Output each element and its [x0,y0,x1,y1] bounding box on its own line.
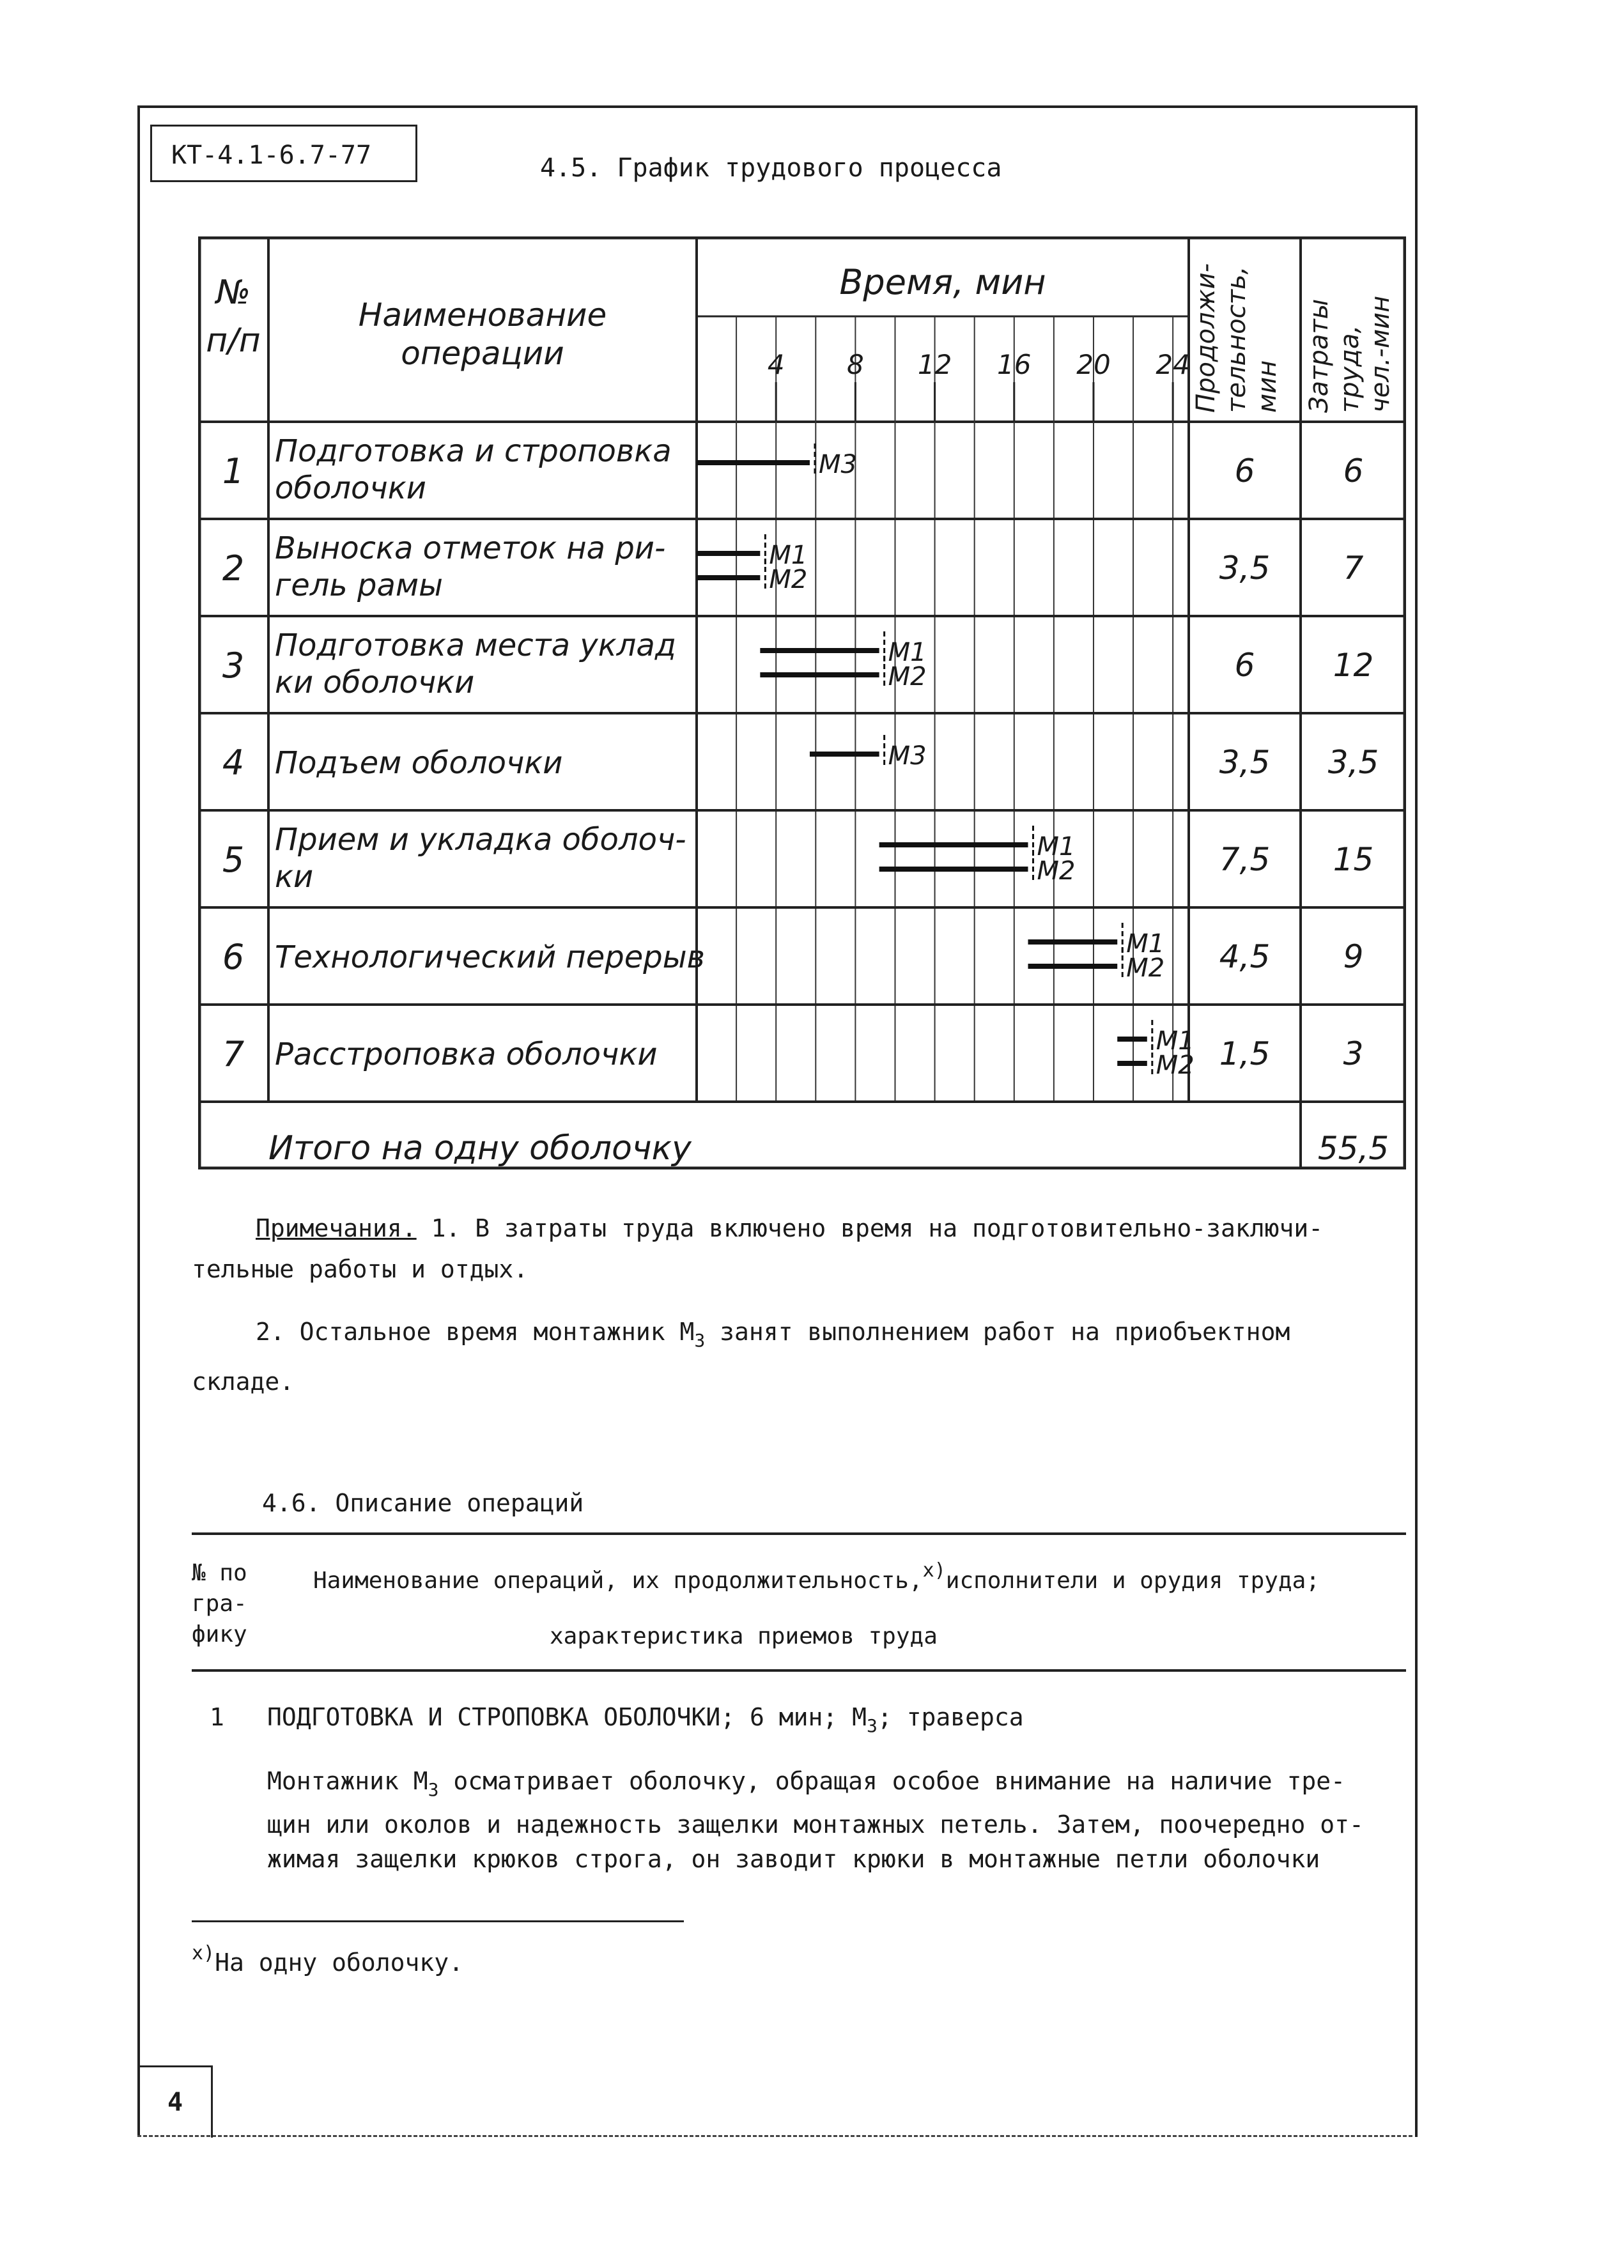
row-number: 2 [222,548,245,589]
row-number: 6 [222,937,245,977]
row-duration: 1,5 [1219,1035,1271,1072]
row-operation-name: Подготовка и строповка [275,433,672,469]
header-duration-line-text: Продолжи- [1191,263,1221,413]
row-duration: 3,5 [1219,550,1271,587]
row-operation-name: оболочки [275,470,426,506]
time-tick-label: 8 [847,349,864,380]
op-1-title-tail: ; траверса [877,1703,1024,1731]
ops-col-desc-head-a [313,1559,1320,1594]
row-number: 7 [222,1034,245,1074]
worker-label: М1 [1156,1026,1195,1056]
row-operation-name: гель рамы [275,567,443,603]
header-duration-line-text: тельность, [1222,266,1251,413]
time-tick-label: 16 [997,349,1032,380]
op-1-description [267,1764,1364,1876]
header-labor-line [1335,325,1365,413]
ops-col-desc-b: исполнители и орудия труда; [945,1568,1320,1594]
footnote-text: На одну оболочку. [215,1948,464,1977]
header-duration-line [1253,360,1282,413]
row-labor: 15 [1333,841,1374,878]
worker-label: М2 [1037,856,1076,886]
header-labor-line-text: труда, [1335,325,1365,413]
row-operation-name: Подъем оболочки [275,745,563,781]
row-number: 4 [222,743,245,783]
header-labor-line [1366,296,1395,413]
note-2 [192,1311,1361,1361]
row-duration: 7,5 [1219,841,1271,878]
worker-label: М2 [1126,953,1165,983]
row-labor: 6 [1343,452,1364,490]
ops-col-desc-sup: х) [922,1559,946,1582]
time-tick-label: 4 [767,349,785,380]
note-2-line-c: складе. [192,1368,295,1396]
row-duration: 4,5 [1219,938,1271,975]
header-labor-line [1304,299,1334,413]
row-operation-name: Прием и укладка оболоч- [275,822,686,858]
op-1-number: 1 [210,1703,224,1731]
header-num-a: № [215,274,251,312]
ops-title: 4.6. Описание операций [262,1489,584,1517]
header-name-b: операции [401,335,564,372]
time-tick-label: 24 [1156,349,1190,380]
ops-col-num-a: № по [192,1560,247,1586]
header-labor-line-text: Затраты [1304,298,1334,413]
time-tick-label: 12 [917,349,952,380]
header-duration-line [1191,263,1221,413]
worker-label: М1 [1037,832,1076,861]
ops-col-num-b: гра- [192,1591,247,1617]
row-operation-name: ки оболочки [275,665,475,700]
row-duration: 3,5 [1219,744,1271,781]
row-duration: 6 [1234,647,1255,684]
row-operation-name: Выноска отметок на ри- [275,530,666,566]
worker-label: М1 [769,541,808,570]
ops-rule-bottom [192,1669,1406,1672]
chart-title: 4.5. График трудового процесса [540,153,1002,183]
worker-label: М1 [888,638,927,667]
note-2-line-b: занят выполнением работ на приобъектном [705,1318,1290,1346]
op-1-title [267,1700,1024,1743]
worker-label: М3 [818,450,857,479]
ops-col-num-c: фику [192,1621,247,1647]
header-duration-line [1222,266,1251,413]
row-operation-name: Подготовка места уклад [275,628,676,663]
worker-label: М2 [769,565,808,594]
worker-label: М2 [1156,1051,1195,1080]
row-operation-name: ки [275,859,314,895]
ops-col-desc-head-c: характеристика приемов труда [550,1623,938,1649]
note-2-line-a: 2. Остальное время монтажник М [256,1318,695,1346]
row-number: 5 [222,840,245,880]
op-1-line-1a: Монтажник М [267,1767,428,1795]
ops-rule-top [192,1532,1406,1535]
header-labor-line-text: чел.-мин [1366,295,1395,413]
row-operation-name: Расстроповка оболочки [275,1037,658,1072]
footnote-mark: х) [192,1942,215,1964]
page-number: 4 [139,2065,213,2138]
row-labor: 7 [1343,550,1364,587]
worker-label: М3 [888,741,927,771]
row-operation-name: Технологический перерыв [275,939,705,975]
footnote-rule [192,1920,684,1922]
time-tick-label: 20 [1076,349,1111,380]
note-1 [192,1208,1361,1249]
row-number: 1 [222,451,245,491]
op-1-title-text: ПОДГОТОВКА И СТРОПОВКА ОБОЛОЧКИ; 6 мин; М [267,1703,867,1731]
op-1-line-1b: осматривает оболочку, обращая особое внимание на наличие тре- [438,1767,1345,1795]
header-time: Время, мин [839,262,1046,302]
row-duration: 6 [1234,452,1255,490]
ops-col-desc-a: Наименование операций, их продолжительность, [313,1568,923,1594]
row-labor: 3 [1343,1035,1364,1072]
row-labor: 3,5 [1327,744,1379,781]
row-labor: 12 [1333,647,1374,684]
row-labor: 9 [1343,938,1364,975]
labor-process-chart [198,236,1406,1169]
worker-label: М2 [888,662,927,691]
page-frame-bottom [137,2135,1412,2140]
header-name-a: Наименование [358,297,607,334]
header-num-b: п/п [206,321,261,360]
op-1-line-3: жимая защелки крюков строга, он заводит крюки в монтажные петли оболочки [267,1845,1320,1873]
total-label: Итого на одну оболочку [268,1129,692,1168]
note-1-line-b: тельные работы и отдых. [192,1255,529,1283]
footnote [192,1936,463,1980]
header-duration-line-text: мин [1253,360,1282,413]
ops-col-num-head [192,1558,247,1650]
op-1-line-1-sub: 3 [428,1779,439,1800]
row-number: 3 [222,645,245,686]
notes-label: Примечания. [256,1214,417,1242]
op-1-title-sub: 3 [867,1715,878,1736]
note-1-line-a: 1. В затраты труда включено время на подготовительно-заключи- [431,1214,1324,1242]
notes-block [192,1208,1361,1402]
document-code: КТ-4.1-6.7-77 [150,125,417,182]
worker-label: М1 [1126,929,1165,959]
op-1-line-2: щин или околов и надежность защелки монтажных петель. Затем, поочередно от- [267,1810,1364,1839]
note-2-sub: 3 [694,1330,706,1351]
total-value: 55,5 [1317,1130,1389,1167]
